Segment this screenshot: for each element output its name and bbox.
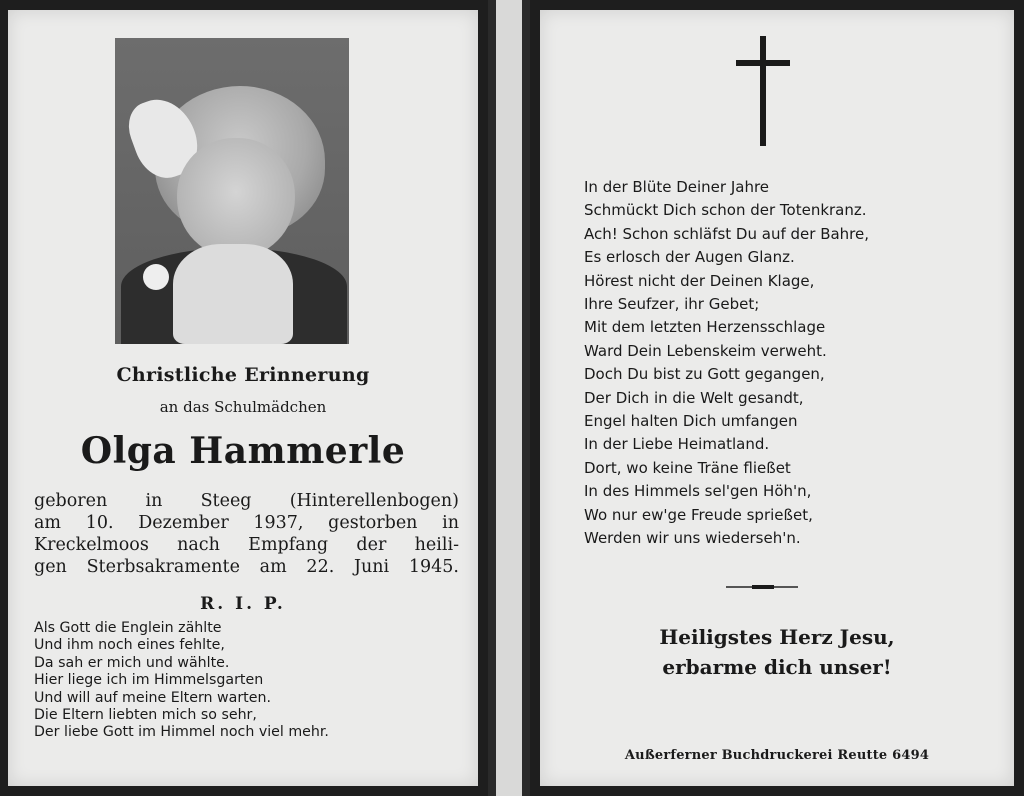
verse-line: Der liebe Gott im Himmel noch viel mehr.: [34, 724, 329, 741]
verse-line: Da sah er mich und wählte.: [34, 654, 230, 671]
poem-line: Engel halten Dich umfangen: [584, 412, 798, 431]
poem-line: Dort, wo keine Träne fließet: [584, 458, 791, 477]
memorial-card-right: [540, 10, 1014, 786]
poem-line: In des Himmels sel'gen Höh'n,: [584, 482, 812, 501]
poem-line: Wo nur ew'ge Freude sprießet,: [584, 505, 813, 524]
prayer-line-1: Heiligstes Herz Jesu,: [659, 625, 895, 649]
verse-line: Hier liege ich im Himmelsgarten: [34, 672, 264, 689]
poem-line: Ach! Schon schläfst Du auf der Bahre,: [584, 224, 870, 243]
cross-icon: [736, 36, 790, 146]
card-heading: Christliche Erinnerung: [116, 364, 370, 386]
memorial-poem: [584, 176, 869, 551]
portrait-photo: [115, 38, 349, 344]
rip-text: R. I. P.: [200, 594, 286, 614]
poem-line: Ihre Seufzer, ihr Gebet;: [584, 295, 760, 314]
card-fold-spine: [488, 0, 530, 796]
child-verse: [34, 620, 329, 742]
poem-line: In der Blüte Deiner Jahre: [584, 178, 770, 196]
memorial-card-left: [8, 10, 478, 786]
prayer-text: [540, 622, 1014, 682]
bio-line: am 10. Dezember 1937, gestorben in: [34, 513, 459, 533]
biography-text: [34, 490, 459, 578]
poem-line: Schmückt Dich schon der Totenkranz.: [584, 201, 867, 220]
deceased-name: Olga Hammerle: [80, 430, 406, 472]
verse-line: Und will auf meine Eltern warten.: [34, 689, 271, 706]
poem-line: Ward Dein Lebenskeim verweht.: [584, 341, 827, 360]
bio-line: gen Sterbsakramente am 22. Juni 1945.: [34, 557, 459, 577]
printer-imprint: Außerferner Buchdruckerei Reutte 6494: [624, 748, 930, 763]
card-subheading: an das Schulmädchen: [159, 398, 327, 416]
prayer-line-2: erbarme dich unser!: [662, 655, 892, 679]
ornamental-divider: [726, 586, 798, 588]
poem-line: Hörest nicht der Deinen Klage,: [584, 271, 815, 290]
poem-line: Doch Du bist zu Gott gegangen,: [584, 365, 825, 384]
poem-line: Mit dem letzten Herzensschlage: [584, 318, 826, 337]
verse-line: Die Eltern liebten mich so sehr,: [34, 707, 257, 724]
bio-line: geboren in Steeg (Hinterellenbogen): [34, 491, 459, 511]
verse-line: Und ihm noch eines fehlte,: [34, 637, 225, 654]
verse-line: Als Gott die Englein zählte: [34, 620, 222, 636]
poem-line: Der Dich in die Welt gesandt,: [584, 388, 804, 407]
poem-line: In der Liebe Heimatland.: [584, 435, 770, 454]
poem-line: Es erlosch der Augen Glanz.: [584, 248, 795, 267]
bio-line: Kreckelmoos nach Empfang der heili-: [34, 535, 459, 555]
poem-line: Werden wir uns wiederseh'n.: [584, 529, 801, 548]
